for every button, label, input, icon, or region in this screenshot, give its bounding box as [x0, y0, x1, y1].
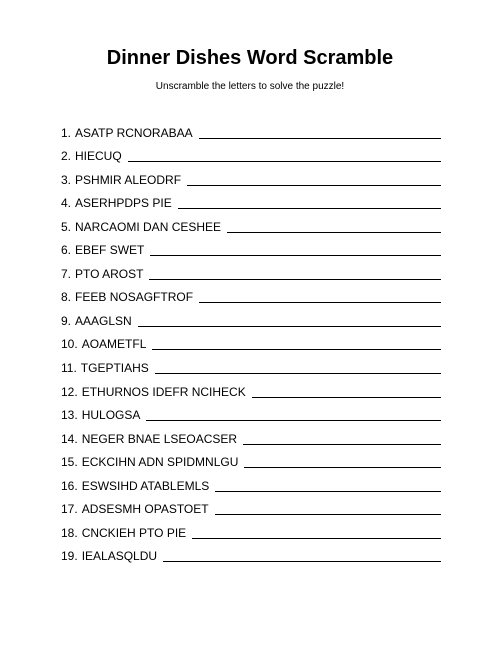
item-number: 9. — [61, 313, 72, 328]
puzzle-item — [61, 305, 441, 329]
puzzle-item — [61, 541, 441, 565]
scrambled-word: FEEB NOSAGFTROF — [75, 290, 194, 305]
scrambled-word: TGEPTIAHS — [80, 361, 149, 376]
scrambled-word: ESWSIHD ATABLEMLS — [81, 478, 210, 493]
answer-line[interactable] — [243, 444, 441, 445]
item-number: 3. — [61, 172, 72, 187]
item-number: 16. — [61, 478, 78, 493]
answer-line[interactable] — [252, 397, 441, 398]
answer-line[interactable] — [178, 208, 441, 209]
item-number: 5. — [61, 219, 72, 234]
item-number: 10. — [61, 337, 78, 352]
scrambled-word: PTO AROST — [75, 266, 144, 281]
answer-line[interactable] — [138, 326, 441, 327]
puzzle-item — [61, 423, 441, 447]
scrambled-word: HULOGSA — [81, 408, 141, 423]
answer-line[interactable] — [192, 538, 441, 539]
item-number: 17. — [61, 502, 78, 517]
item-number: 14. — [61, 431, 78, 446]
item-number: 1. — [61, 125, 72, 140]
puzzle-item — [61, 329, 441, 353]
answer-line[interactable] — [244, 467, 441, 468]
scrambled-word: ETHURNOS IDEFR NCIHECK — [81, 384, 246, 399]
item-number: 6. — [61, 243, 72, 258]
puzzle-item — [61, 494, 441, 518]
puzzle-item — [61, 517, 441, 541]
puzzle-item — [61, 258, 441, 282]
answer-line[interactable] — [227, 232, 441, 233]
page-subtitle: Unscramble the letters to solve the puzzle! — [155, 81, 345, 92]
puzzle-item — [61, 376, 441, 400]
scrambled-word: HIECUQ — [75, 149, 122, 164]
answer-line[interactable] — [163, 561, 441, 562]
puzzle-item — [61, 282, 441, 306]
item-number: 13. — [61, 408, 78, 423]
puzzle-item — [61, 141, 441, 165]
item-number: 18. — [61, 525, 78, 540]
puzzle-item — [61, 164, 441, 188]
scrambled-word: ASATP RCNORABAA — [75, 125, 193, 140]
puzzle-item — [61, 211, 441, 235]
answer-line[interactable] — [215, 491, 441, 492]
puzzle-item — [61, 117, 441, 141]
puzzle-item — [61, 470, 441, 494]
scrambled-word: CNCKIEH PTO PIE — [81, 525, 187, 540]
scrambled-word: AOAMETFL — [81, 337, 147, 352]
puzzle-item — [61, 188, 441, 212]
scrambled-word: EBEF SWET — [75, 243, 145, 258]
answer-line[interactable] — [128, 161, 441, 162]
scrambled-word: NARCAOMI DAN CESHEE — [75, 219, 222, 234]
scrambled-word: ECKCIHN ADN SPIDMNLGU — [81, 455, 239, 470]
answer-line[interactable] — [199, 138, 441, 139]
answer-line[interactable] — [215, 514, 441, 515]
item-number: 15. — [61, 455, 78, 470]
scrambled-word: PSHMIR ALEODRF — [75, 172, 182, 187]
answer-line[interactable] — [199, 302, 441, 303]
puzzle-item — [61, 235, 441, 259]
answer-line[interactable] — [187, 185, 441, 186]
puzzle-item — [61, 400, 441, 424]
answer-line[interactable] — [146, 420, 441, 421]
item-number: 12. — [61, 384, 78, 399]
answer-line[interactable] — [150, 255, 441, 256]
puzzle-item — [61, 447, 441, 471]
item-number: 7. — [61, 266, 72, 281]
scrambled-word: IEALASQLDU — [81, 549, 158, 564]
item-number: 19. — [61, 549, 78, 564]
scrambled-word: ADSESMH OPASTOET — [81, 502, 209, 517]
item-number: 2. — [61, 149, 72, 164]
answer-line[interactable] — [149, 279, 441, 280]
scrambled-word: ASERHPDPS PIE — [75, 196, 172, 211]
item-number: 8. — [61, 290, 72, 305]
puzzle-item — [61, 352, 441, 376]
puzzle-list — [61, 117, 441, 564]
page-title: Dinner Dishes Word Scramble — [106, 47, 394, 69]
scrambled-word: AAAGLSN — [75, 313, 132, 328]
item-number: 11. — [61, 361, 77, 376]
scrambled-word: NEGER BNAE LSEOACSER — [81, 431, 238, 446]
answer-line[interactable] — [155, 373, 441, 374]
item-number: 4. — [61, 196, 72, 211]
answer-line[interactable] — [152, 349, 441, 350]
